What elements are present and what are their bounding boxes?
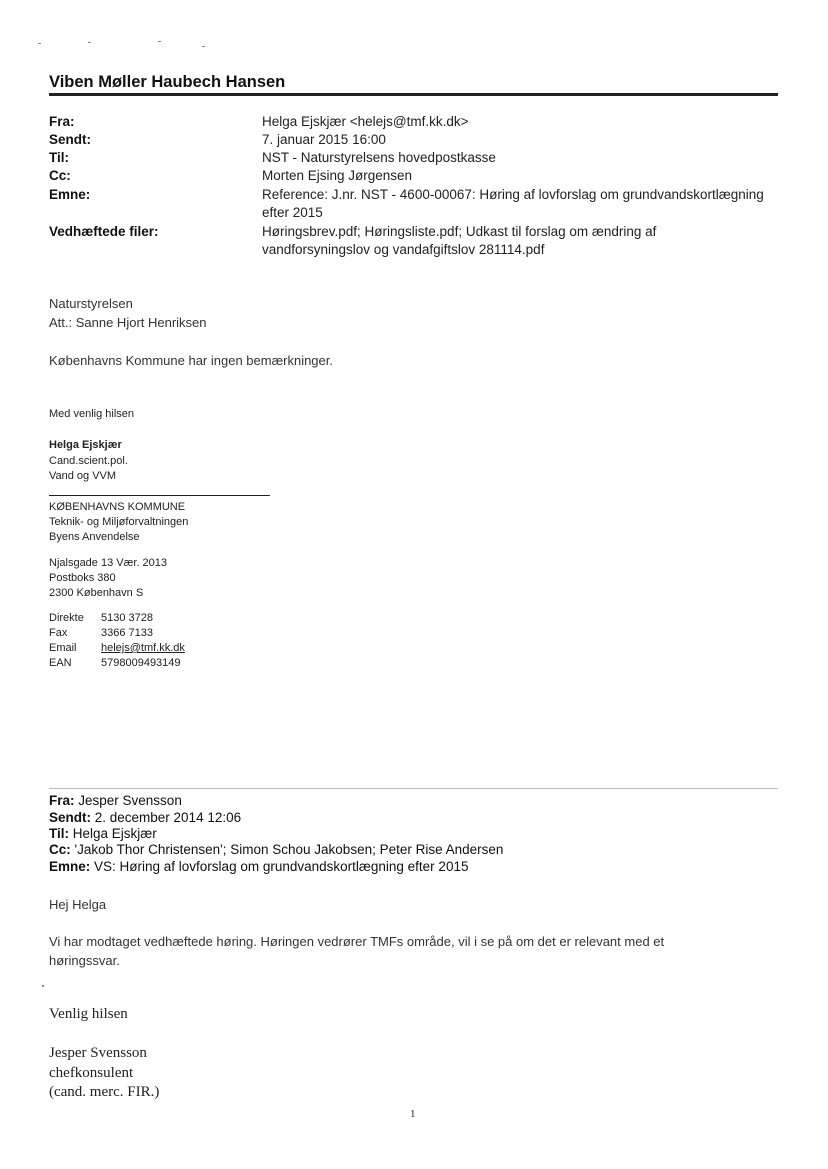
signature-rule	[49, 495, 270, 496]
fwd-from-value: Jesper Svensson	[74, 793, 182, 808]
fwd-sig-name: Jesper Svensson	[49, 1045, 147, 1061]
fwd-sig-degree: (cand. merc. FIR.)	[49, 1084, 160, 1100]
fwd-greeting: Hej Helga	[49, 897, 107, 912]
contact-ean-value: 5798009493149	[101, 657, 181, 669]
fwd-to-value: Helga Ejskjær	[69, 826, 157, 841]
to-label: Til:	[49, 150, 69, 165]
fwd-sig-title: chefkonsulent	[49, 1065, 134, 1081]
contact-email-link[interactable]: helejs@tmf.kk.dk	[101, 642, 185, 654]
signature-closing: Med venlig hilsen	[49, 408, 134, 420]
signature-title: Cand.scient.pol.	[49, 455, 128, 467]
attachments-value-line2[interactable]: vandforsyningslov og vandafgiftslov 281114.pdf	[262, 242, 545, 257]
fwd-closing: Venlig hilsen	[49, 1006, 128, 1022]
page-number: 1	[410, 1108, 416, 1120]
fwd-sent-label: Sendt:	[49, 810, 91, 825]
fwd-from-label: Fra:	[49, 793, 75, 808]
sent-value: 7. januar 2015 16:00	[262, 132, 386, 147]
attachments-value-line1[interactable]: Høringsbrev.pdf; Høringsliste.pdf; Udkast til forslag om ændring af	[262, 224, 657, 239]
signature-address3: 2300 København S	[49, 587, 144, 599]
signature-org: KØBENHAVNS KOMMUNE	[49, 501, 186, 513]
subject-value-line2: efter 2015	[262, 205, 323, 220]
contact-fax-label: Fax	[49, 627, 68, 639]
from-label: Fra:	[49, 114, 75, 129]
signature-address1: Njalsgade 13 Vær. 2013	[49, 557, 168, 569]
fwd-sent-value: 2. december 2014 12:06	[91, 810, 242, 825]
contact-email-label: Email	[49, 642, 77, 654]
signature-address2: Postboks 380	[49, 572, 116, 584]
sent-label: Sendt:	[49, 132, 91, 147]
signature-unit: Vand og VVM	[49, 470, 117, 482]
signature-subdept: Byens Anvendelse	[49, 531, 140, 543]
contact-direct-label: Direkte	[49, 612, 84, 624]
cc-value: Morten Ejsing Jørgensen	[262, 168, 413, 183]
recipient-att: Att.: Sanne Hjort Henriksen	[49, 315, 207, 330]
fwd-cc-label: Cc:	[49, 842, 71, 857]
scan-speck	[158, 41, 161, 42]
signature-name: Helga Ejskjær	[49, 439, 122, 451]
scan-speck	[42, 985, 44, 987]
fwd-body-line1: Vi har modtaget vedhæftede høring. Høringen vedrører TMFs område, vil i se på om det er relevant med et	[49, 934, 665, 949]
attachments-label: Vedhæftede filer:	[49, 224, 159, 239]
header-rule	[49, 93, 778, 96]
to-value: NST - Naturstyrelsens hovedpostkasse	[262, 150, 496, 165]
fwd-subject-label: Emne:	[49, 859, 91, 874]
message-text: Københavns Kommune har ingen bemærkninger.	[49, 353, 333, 368]
scan-speck	[202, 46, 205, 47]
fwd-body-line2: høringssvar.	[49, 953, 120, 968]
fwd-cc-value: 'Jakob Thor Christensen'; Simon Schou Jakobsen; Peter Rise Andersen	[70, 842, 504, 857]
fwd-subject-value: VS: Høring af lovforslag om grundvandskortlægning efter 2015	[90, 859, 469, 874]
contact-direct-value: 5130 3728	[101, 612, 153, 624]
recipient-org: Naturstyrelsen	[49, 296, 133, 311]
subject-value-line1: Reference: J.nr. NST - 4600-00067: Høring af lovforslag om grundvandskortlægning	[262, 187, 764, 202]
email-divider	[49, 788, 778, 789]
subject-label: Emne:	[49, 187, 91, 202]
signature-dept: Teknik- og Miljøforvaltningen	[49, 516, 189, 528]
from-value: Helga Ejskjær <helejs@tmf.kk.dk>	[262, 114, 469, 129]
fwd-to-label: Til:	[49, 826, 69, 841]
contact-fax-value: 3366 7133	[101, 627, 153, 639]
cc-label: Cc:	[49, 168, 71, 183]
scan-speck	[38, 43, 41, 44]
contact-ean-label: EAN	[49, 657, 72, 669]
scan-speck	[88, 42, 91, 43]
document-header-name: Viben Møller Haubech Hansen	[49, 73, 286, 91]
